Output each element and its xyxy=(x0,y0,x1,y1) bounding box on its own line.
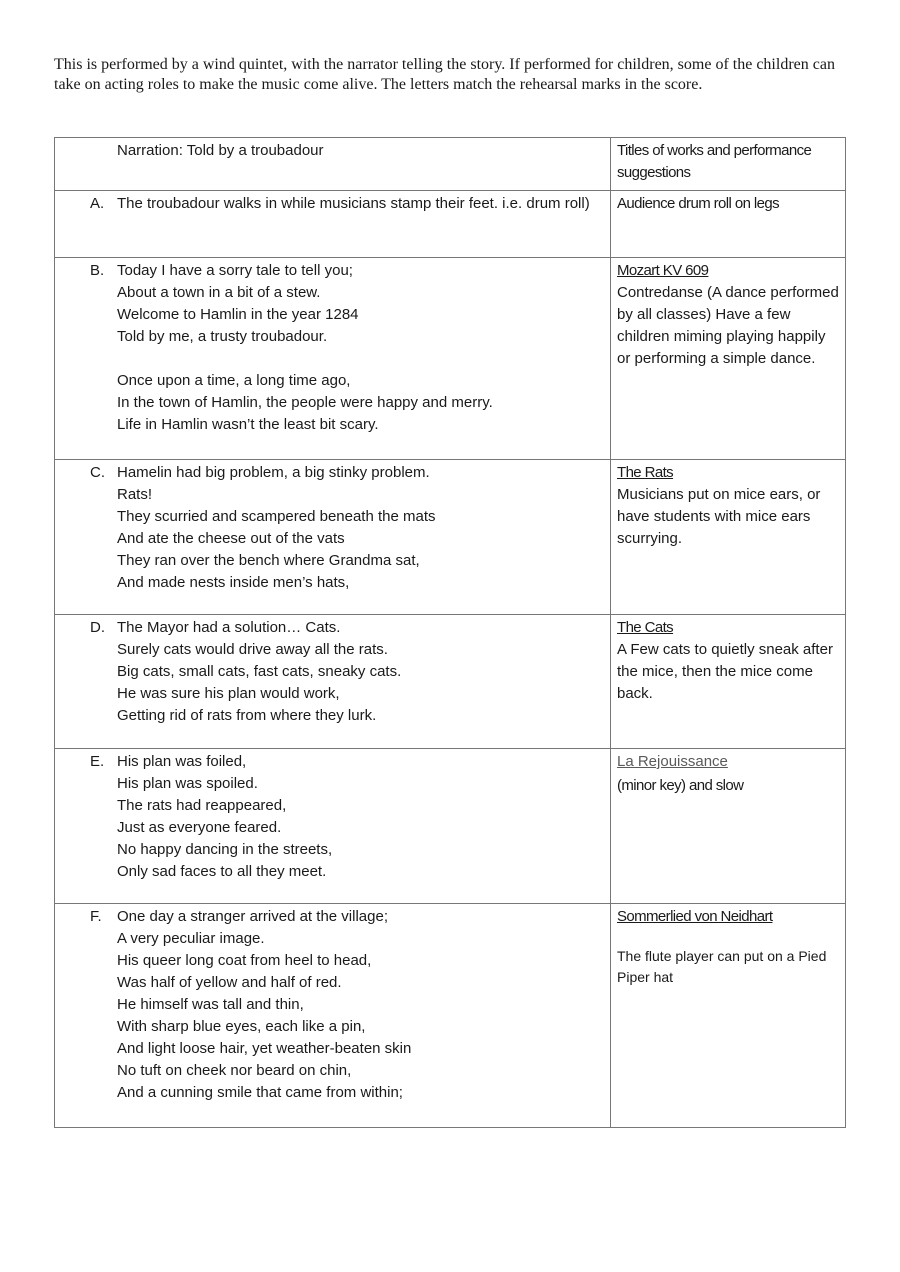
suggestion-cell xyxy=(611,191,846,258)
suggestion-cell xyxy=(611,904,846,1128)
narration-line: Surely cats would drive away all the rats. xyxy=(117,641,388,658)
narration-line: Told by me, a trusty troubadour. xyxy=(117,328,328,345)
narration-line: Just as everyone feared. xyxy=(117,819,282,836)
narration-line: Hamelin had big problem, a big stinky problem. xyxy=(117,464,430,481)
narration-line: Rats! xyxy=(117,486,153,503)
header-works-cell xyxy=(611,138,846,191)
stanza-gap xyxy=(117,348,604,370)
narration-cell xyxy=(55,615,611,749)
header-works: Titles of works and performance suggestions xyxy=(617,142,812,181)
suggestion-cell xyxy=(611,258,846,460)
narration-line: And ate the cheese out of the vats xyxy=(117,530,345,547)
narration-line: One day a stranger arrived at the village; xyxy=(117,908,388,925)
performance-suggestion: Musicians put on mice ears, or have students with mice ears scurrying. xyxy=(617,486,821,547)
narration-table xyxy=(54,137,846,1128)
table-row xyxy=(55,191,846,258)
rehearsal-letter: B. xyxy=(90,262,105,279)
work-title: Sommerlied von Neidhart xyxy=(617,908,773,925)
narration-cell xyxy=(55,460,611,615)
suggestion-cell xyxy=(611,749,846,904)
spacer xyxy=(617,928,841,946)
narration-line: A very peculiar image. xyxy=(117,930,265,947)
narration-line: And made nests inside men’s hats, xyxy=(117,574,350,591)
narration-line: With sharp blue eyes, each like a pin, xyxy=(117,1018,366,1035)
narration-line: He was sure his plan would work, xyxy=(117,685,340,702)
intro-paragraph: This is performed by a wind quintet, with the narrator telling the story. If performed for children, some of the children can take on acting roles to make the music come alive. The letters match the rehearsal marks in the score. xyxy=(54,56,835,93)
work-title: The Rats xyxy=(617,464,674,481)
performance-suggestion: The flute player can put on a Pied Piper hat xyxy=(617,948,827,985)
rehearsal-letter: F. xyxy=(90,908,102,925)
suggestion-cell xyxy=(611,615,846,749)
rehearsal-letter: D. xyxy=(90,619,105,636)
performance-suggestion: Audience drum roll on legs xyxy=(617,195,779,212)
narration-line: Getting rid of rats from where they lurk. xyxy=(117,707,377,724)
narration-line: Big cats, small cats, fast cats, sneaky cats. xyxy=(117,663,402,680)
suggestion-cell xyxy=(611,460,846,615)
narration-line: The troubadour walks in while musicians stamp their feet. i.e. drum roll) xyxy=(117,195,590,212)
header-narration-cell xyxy=(55,138,611,191)
narration-line: His queer long coat from heel to head, xyxy=(117,952,372,969)
narration-line: In the town of Hamlin, the people were happy and merry. xyxy=(117,394,493,411)
narration-line: The rats had reappeared, xyxy=(117,797,287,814)
table-row xyxy=(55,904,846,1128)
narration-line: Only sad faces to all they meet. xyxy=(117,863,327,880)
narration-line: Once upon a time, a long time ago, xyxy=(117,372,351,389)
narration-cell xyxy=(55,749,611,904)
performance-suggestion: A Few cats to quietly sneak after the mice, then the mice come back. xyxy=(617,641,833,702)
narration-line: And a cunning smile that came from within; xyxy=(117,1084,403,1101)
performance-suggestion: (minor key) and slow xyxy=(617,777,744,794)
narration-cell xyxy=(55,904,611,1128)
narration-line: They ran over the bench where Grandma sat, xyxy=(117,552,420,569)
table-row xyxy=(55,258,846,460)
narration-line: About a town in a bit of a stew. xyxy=(117,284,321,301)
narration-line: He himself was tall and thin, xyxy=(117,996,304,1013)
rehearsal-letter: E. xyxy=(90,753,105,770)
narration-line: Welcome to Hamlin in the year 1284 xyxy=(117,306,359,323)
narration-line: Life in Hamlin wasn’t the least bit scary. xyxy=(117,416,379,433)
table-row xyxy=(55,615,846,749)
work-title: The Cats xyxy=(617,619,674,636)
narration-line: The Mayor had a solution… Cats. xyxy=(117,619,341,636)
table-row xyxy=(55,460,846,615)
narration-line: No tuft on cheek nor beard on chin, xyxy=(117,1062,352,1079)
narration-line: Was half of yellow and half of red. xyxy=(117,974,342,991)
narration-line: No happy dancing in the streets, xyxy=(117,841,333,858)
narration-line: His plan was foiled, xyxy=(117,753,247,770)
table-header-row xyxy=(55,138,846,191)
narration-line: His plan was spoiled. xyxy=(117,775,258,792)
narration-cell xyxy=(55,191,611,258)
rehearsal-letter: A. xyxy=(90,195,105,212)
table-row xyxy=(55,749,846,904)
rehearsal-letter: C. xyxy=(90,464,105,481)
narration-cell xyxy=(55,258,611,460)
header-narration: Narration: Told by a troubadour xyxy=(117,142,324,159)
narration-line: They scurried and scampered beneath the mats xyxy=(117,508,436,525)
performance-suggestion: Contredanse (A dance performed by all classes) Have a few children miming playing happily or performing a simple dance. xyxy=(617,284,839,367)
work-title: Mozart KV 609 xyxy=(617,262,709,279)
narration-line: And light loose hair, yet weather-beaten skin xyxy=(117,1040,412,1057)
work-title: La Rejouissance xyxy=(617,753,728,770)
narration-line: Today I have a sorry tale to tell you; xyxy=(117,262,353,279)
